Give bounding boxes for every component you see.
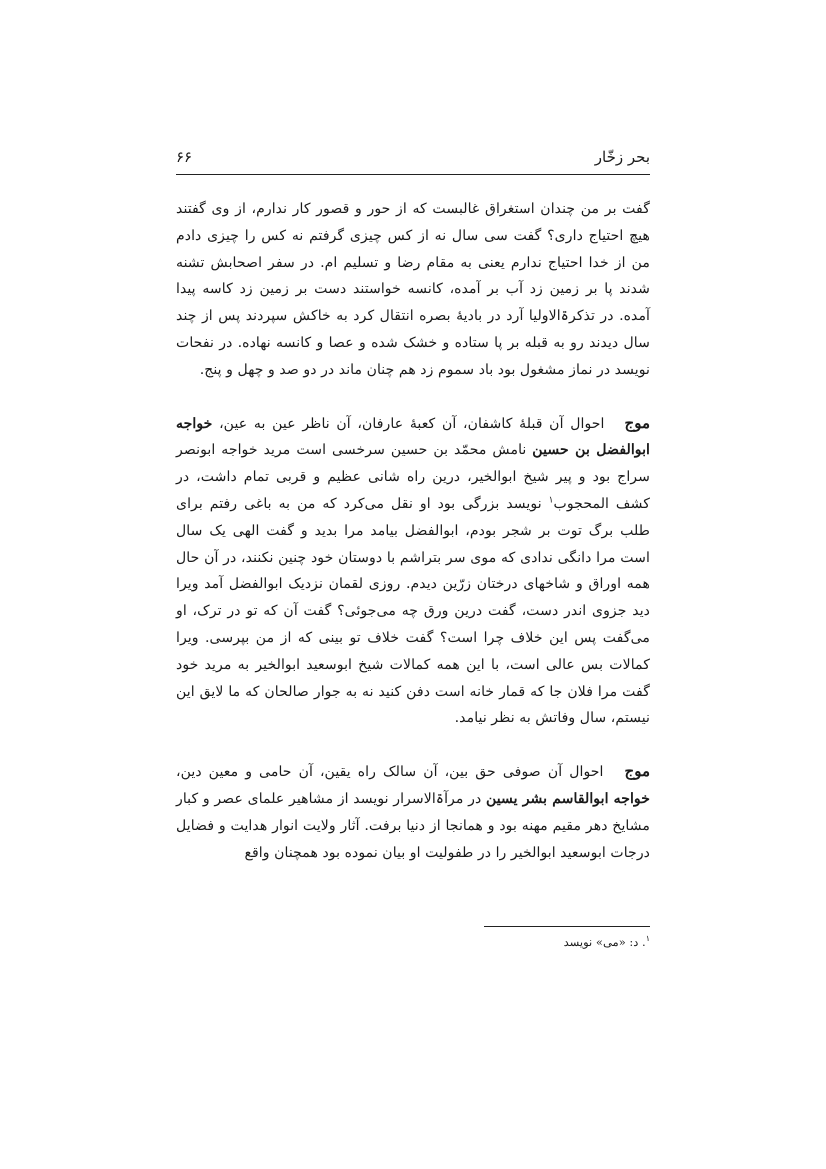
paragraph-2 — [176, 410, 650, 733]
paragraph-3 — [176, 758, 650, 866]
paragraph-3-text: در مرآۃالاسرار نویسد از مشاهیر علمای عصر و کبار مشایخ دهر مقیم مهنه بود و همانجا از دنیا برفت. آثار ولایت انوار هدایت و فضایل درجات ابوسعید ابوالخیر را در طفولیت او بیان نموده بود همچنان واقع — [176, 790, 650, 861]
person-name: خواجه ابوالقاسم بشر یسین — [485, 790, 651, 807]
section-label: موج — [624, 413, 650, 432]
footnote — [564, 935, 650, 949]
paragraph-2-text-b: نویسد بزرگی بود او نقل می‌کرد که من به باغی رفتم برای طلب برگ توت بر شجر بودم، ابوالفضل بیامد مرا بدید و گفت الهی یک سال است مرا دانگی ندادی که موی سر بتراشم با دوستان خود چنین نکنند، در آن حال همه اوراق و شاخهای درختان زرّین دیدم. روزی لقمان نزدیک ابوالفضل آمد ویرا دید جزوی اندر دست، گفت درین ورق چه می‌جوئی؟ گفت آن که تو در ترک، او می‌گفت پس این خلاف چرا است؟ گفت خلاف تو بینی که از من بپرسی. ویرا کمالات بس عالی است، با این همه کمالات شیخ ابوسعید ابوالخیر به مرید خود گفت مرا فلان جا که قمار خانه است دفن کنید نه به جوار صالحان که ما لایق این نیستم، سال وفاتش به نظر نیامد. — [176, 495, 650, 727]
paragraph-1 — [176, 196, 650, 384]
section-label: موج — [624, 762, 651, 781]
body-text — [176, 196, 650, 892]
footnote-number: ۱ — [645, 934, 650, 944]
paragraph-1-text: گفت بر من چندان استغراق غالبست که از حور و قصور کار ندارم، از وی گفتند هیچ احتیاج داری؟ گفت سی سال نه از کس چیزی گرفتم نه کس را چیزی دادم من از خدا احتیاج ندارم یعنی به مقام رضا و تسلیم ام. در سفر اصحابش تشنه شدند پا بر زمین زد آب بر آمده، کانسه خواستند دست بر زمین زد کاسه پیدا آمده. در تذکرۃالاولیا آرد در بادیۀ بصره انتقال کرد به خاکش سپردند پس از چند سال دیدند رو به قبله بر پا ستاده و خشک شده و عصا و کانسه نهاده. در نفحات نویسد در نماز مشغول بود باد سموم زد هم چنان ماند در دو صد و چهل و پنج. — [176, 201, 650, 378]
footnote-divider — [484, 926, 650, 927]
footnote-reference: ۱ — [548, 495, 554, 506]
paragraph-2-intro: احوال آن قبلۀ کاشفان، آن کعبۀ عارفان، آن ناظر عین به عین، — [219, 415, 605, 432]
person-name: خواجه ابوالفضل بن حسین — [176, 415, 650, 459]
page-number: ۶۶ — [176, 148, 193, 166]
running-title: بحر زخّار — [594, 148, 650, 166]
paragraph-2-text-a: نامش محمّد بن حسین سرخسی است مرید خواجه ابونصر سراج بود و پیر شیخ ابوالخیر، درین راه شانی عظیم و قربی تمام داشت، در کشف المحجوب — [176, 442, 651, 512]
paragraph-3-intro: احوال آن صوفی حق بین، آن سالک راه یقین، آن حامی و معین دین، — [176, 764, 604, 781]
footnote-text: . د: «می» نویسد — [563, 935, 646, 949]
running-header — [176, 148, 650, 175]
